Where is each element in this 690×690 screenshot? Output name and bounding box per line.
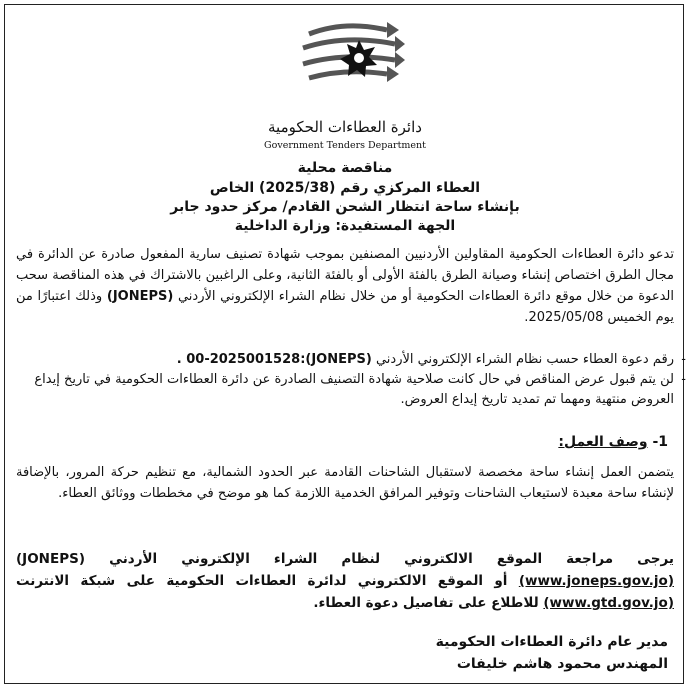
tender-number: العطاء المركزي رقم (2025/38) الخاص — [209, 180, 481, 196]
signature-name: المهندس محمود هاشم خليفات — [456, 656, 668, 672]
gtd-link[interactable]: (www.gtd.gov.jo) — [543, 595, 674, 611]
org-name-arabic: دائرة العطاءات الحكومية — [268, 118, 422, 136]
list-item: - لن يتم قبول عرض المناقص في حال كانت صلاحية شهادة التصنيف الصادرة عن دائرة العطاءات الحكومية في تاريخ إيداع العروض منتهية ومهما تم تمديد تاريخ إيداع العروض. — [16, 370, 674, 410]
joneps-link[interactable]: (www.joneps.gov.jo) — [518, 573, 674, 589]
tender-subject: بإنشاء ساحة انتظار الشحن القادم/ مركز حدود جابر — [170, 199, 520, 215]
org-name-english: Government Tenders Department — [264, 140, 426, 151]
list-item: - رقم دعوة العطاء حسب نظام الشراء الإلكتروني الأردني (JONEPS):00-2025001528 . — [16, 350, 674, 370]
joneps-label: (JONEPS) — [106, 289, 174, 304]
intro-paragraph: تدعو دائرة العطاءات الحكومية المقاولين الأردنيين المصنفين بموجب شهادة تصنيف سارية المفعول صادرة عن الدائرة في مجال الطرق اختصاص إنشاء وصيانة الطرق بالفئة الأولى أو بالفئة الثانية، وعلى الراغبين بالاشتراك في هذه المناقصة سحب الدعوة من خلال موقع دائرة العطاءات الحكومية أو من خلال نظام الشراء الإلكتروني الأردني (JONEPS) وذلك اعتبارًا من يوم الخميس 2025/05/08. — [16, 247, 674, 325]
conditions-list — [16, 350, 688, 410]
work-description: يتضمن العمل إنشاء ساحة مخصصة لاستقبال الشاحنات القادمة عبر الحدود الشمالية، مع تنظيم حركة المرور، بالإضافة لإنشاء ساحة معبدة لاستيعاب الشاحنات وتوفير المرافق الخدمية اللازمة كما هو موضح في مخططات ووثائق العطاء. — [16, 465, 674, 501]
beneficiary: الجهة المستفيدة: وزارة الداخلية — [234, 218, 456, 234]
tender-type: مناقصة محلية — [297, 160, 393, 176]
notice-paragraph: يرجى مراجعة الموقع الالكتروني لنظام الشراء الإلكتروني الأردني (JONEPS) (www.joneps.gov.jo) أو الموقع الالكتروني لدائرة العطاءات الحكومية على شبكة الانترنت (www.gtd.gov.jo) للاطلاع على تفاصيل دعوة العطاء. — [16, 551, 674, 611]
signature-title: مدير عام دائرة العطاءات الحكومية — [435, 634, 668, 650]
section-heading: 1- وصف العمل: — [558, 434, 668, 450]
gtd-logo — [295, 12, 405, 102]
